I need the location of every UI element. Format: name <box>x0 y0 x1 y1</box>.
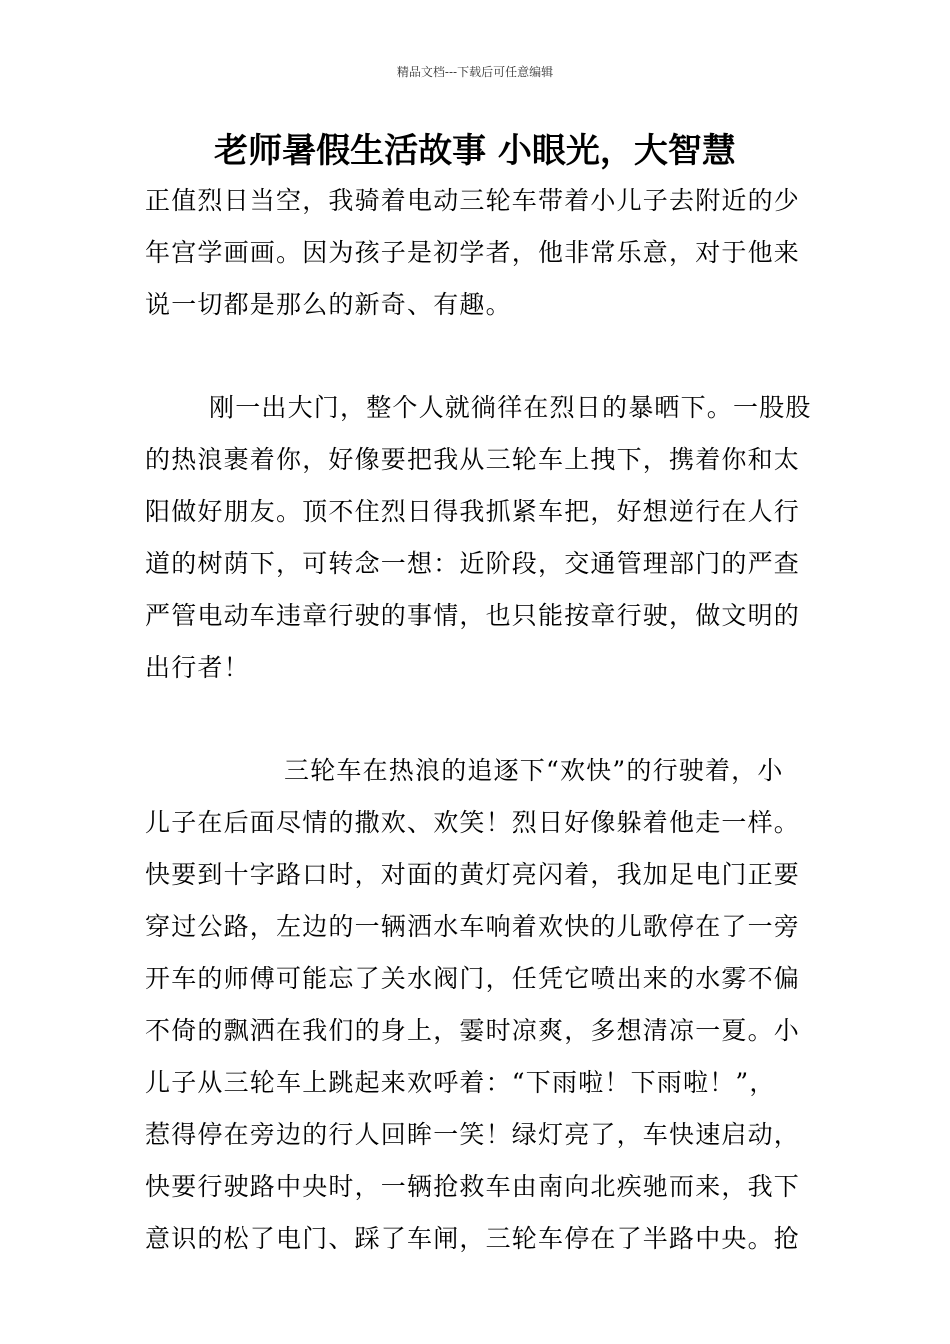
text-line: 年宫学画画。因为孩子是初学者，他非常乐意，对于他来 <box>145 238 801 267</box>
text-line: 严管电动车违章行驶的事情，也只能按章行驶，做文明的 <box>145 601 801 630</box>
text-line: 阳做好朋友。顶不住烈日得我抓紧车把，好想逆行在人行 <box>145 497 801 526</box>
text-line: 意识的松了电门、踩了车闸，三轮车停在了半路中央。抢 <box>145 1224 801 1253</box>
document-body <box>145 175 812 1265</box>
text-line: 穿过公路，左边的一辆洒水车响着欢快的儿歌停在了一旁 <box>145 912 801 941</box>
text-line: 快要到十字路口时，对面的黄灯亮闪着，我加足电门正要 <box>145 860 801 889</box>
text-line: 刚一出大门，整个人就徜徉在烈日的暴晒下。一股股 <box>209 393 812 422</box>
text-line: 说一切都是那么的新奇、有趣。 <box>145 290 512 319</box>
paragraph-2 <box>145 382 812 694</box>
paragraph-spacer <box>145 694 809 745</box>
text-line: 的热浪裹着你，好像要把我从三轮车上拽下，携着你和太 <box>145 445 801 474</box>
document-title: 老师暑假生活故事 小眼光，大智慧 <box>214 131 736 171</box>
text-line: 不倚的飘洒在我们的身上，霎时凉爽，多想清凉一夏。小 <box>145 1016 801 1045</box>
page-header: 精品文档---下载后可任意编辑 <box>396 65 554 79</box>
text-line: 儿子在后面尽情的撒欢、欢笑！烈日好像躲着他走一样。 <box>145 808 801 837</box>
text-line: 出行者！ <box>145 653 250 682</box>
text-line: 道的树荫下，可转念一想：近阶段，交通管理部门的严查 <box>145 549 801 578</box>
text-line: 三轮车在热浪的追逐下“欢快”的行驶着，小 <box>284 756 784 785</box>
paragraph-1 <box>145 175 809 331</box>
paragraph-3 <box>145 745 809 1265</box>
text-line: 儿子从三轮车上跳起来欢呼着：“下雨啦！下雨啦！”， <box>145 1068 776 1097</box>
paragraph-spacer <box>145 331 809 382</box>
text-line: 正值烈日当空，我骑着电动三轮车带着小儿子去附近的少 <box>145 186 801 215</box>
text-line: 开车的师傅可能忘了关水阀门，任凭它喷出来的水雾不偏 <box>145 964 801 993</box>
text-line: 惹得停在旁边的行人回眸一笑！绿灯亮了，车快速启动， <box>145 1120 801 1149</box>
text-line: 快要行驶路中央时，一辆抢救车由南向北疾驰而来，我下 <box>145 1172 801 1201</box>
